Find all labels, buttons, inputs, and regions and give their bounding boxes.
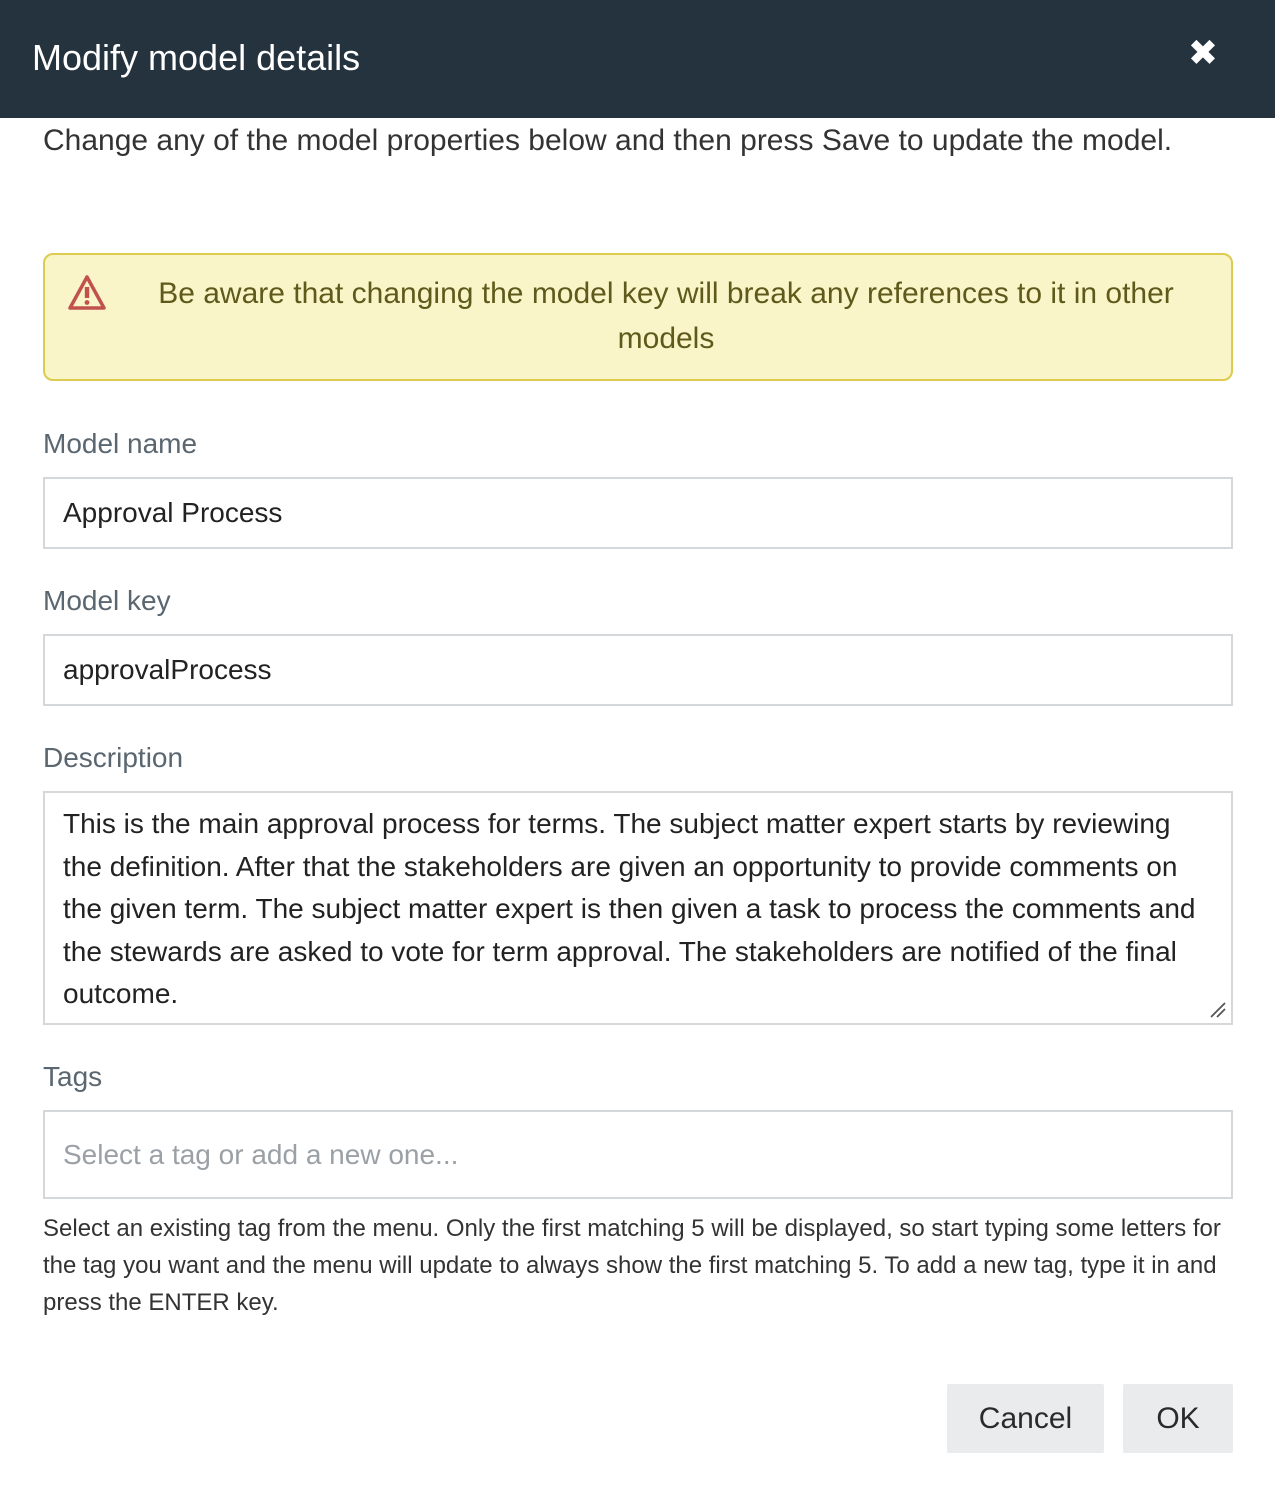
resize-handle-icon[interactable]: [1207, 999, 1227, 1019]
model-name-label: Model name: [43, 428, 198, 459]
tags-input[interactable]: [43, 1110, 1233, 1199]
close-icon[interactable]: ✖: [1187, 33, 1219, 74]
tags-placeholder: Select a tag or add a new one...: [63, 1139, 459, 1170]
warning-triangle-icon: [67, 273, 107, 313]
ok-button[interactable]: OK: [1123, 1384, 1233, 1453]
intro-text: Change any of the model properties below and then press Save to update the model.: [43, 124, 1173, 157]
description-textarea[interactable]: [43, 791, 1233, 1025]
warning-alert-text: Be aware that changing the model key will break any references to it in other models: [158, 277, 1174, 355]
warning-alert: [43, 253, 1233, 381]
model-key-label: Model key: [43, 585, 171, 616]
description-text: This is the main approval process for terms. The subject matter expert starts by reviewing the definition. After that the stakeholders are given an opportunity to provide comments on the given term. The subject matter expert is then given a task to process the comments and the stewards are asked to vote for term approval. The stakeholders are notified of the final outcome.: [63, 808, 1196, 1009]
cancel-button[interactable]: Cancel: [947, 1384, 1104, 1453]
tags-help-text: Select an existing tag from the menu. Only the first matching 5 will be displayed, so start typing some letters for the tag you want and the menu will update to always show the first matching 5. To add a new tag, type it in and press the ENTER key.: [43, 1215, 1221, 1316]
description-label: Description: [43, 742, 184, 773]
model-name-input[interactable]: [43, 477, 1233, 549]
tags-label: Tags: [43, 1061, 103, 1092]
dialog-header: [0, 0, 1275, 118]
model-key-input[interactable]: [43, 634, 1233, 706]
dialog-title: Modify model details: [32, 37, 361, 78]
